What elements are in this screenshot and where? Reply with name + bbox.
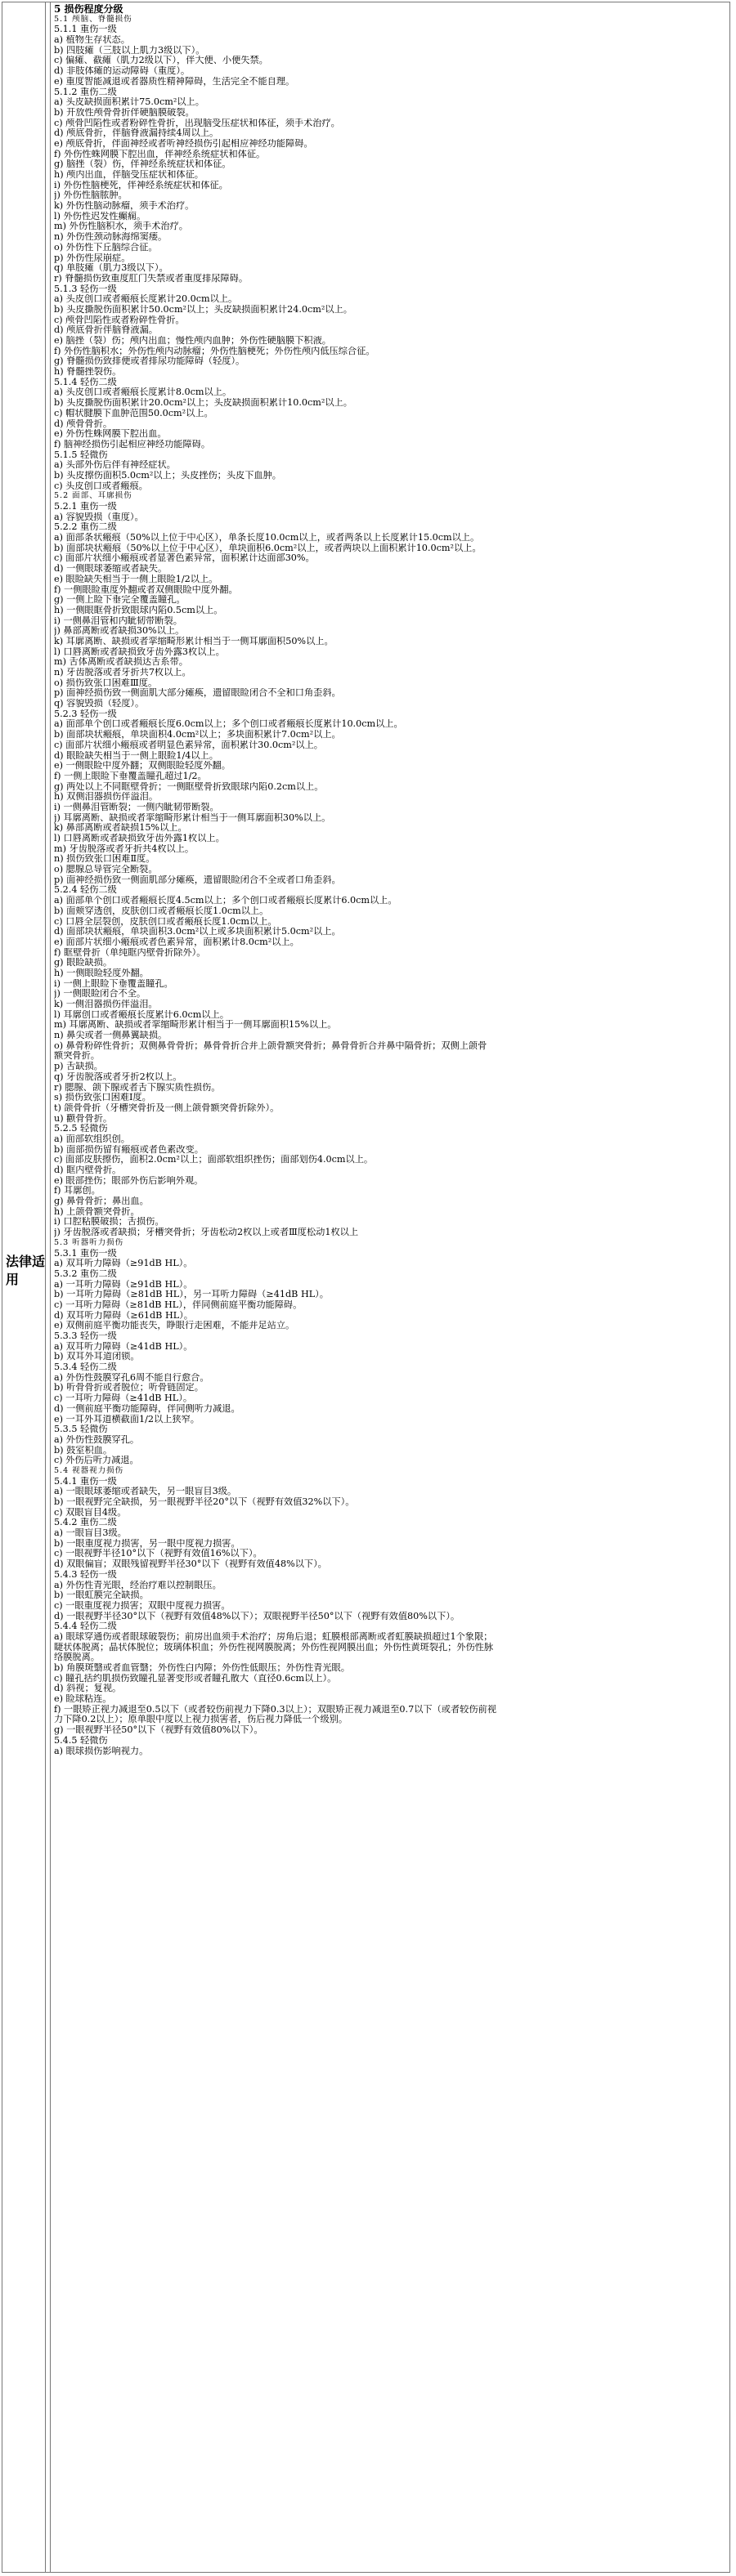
text-line: m) 舌体离断或者缺损达舌系带。 xyxy=(54,657,188,668)
text-line: i) 一侧上眼睑下垂覆盖瞳孔。 xyxy=(54,978,173,989)
text-line: a) 面部单个创口或者瘢痕长度6.0cm以上；多个创口或者瘢痕长度累计10.0cm以上。 xyxy=(54,719,403,730)
text-line: k) 外伤性脑动脉瘤，须手术治疗。 xyxy=(54,201,195,212)
text-line: b) 面部块状瘢痕（50%以上位于中心区），单块面积6.0cm²以上，或者两块以上面积累计10.0cm²以上。 xyxy=(54,543,482,553)
text-line: c) 面部皮肤擦伤，面积2.0cm²以上；面部软组织挫伤；面部划伤4.0cm以上。 xyxy=(54,1155,374,1165)
text-line: e) 眼睑缺失相当于一侧上眼睑1/2以上。 xyxy=(54,574,218,584)
text-line: 5.2.3 轻伤一级 xyxy=(54,709,117,719)
text-line: f) 一侧上眼睑下垂覆盖瞳孔超过1/2。 xyxy=(54,771,207,781)
text-line: d) 双眼偏盲；双眼残留视野半径30°以下（视野有效值48%以下）。 xyxy=(54,1559,327,1570)
text-line: g) 一侧上睑下垂完全覆盖瞳孔。 xyxy=(54,595,186,606)
text-line: 5.3.5 轻微伤 xyxy=(54,1424,108,1435)
text-line: d) 眶内壁骨折。 xyxy=(54,1165,122,1175)
text-line: j) 耳廓离断、缺损或者挛缩畸形累计相当于一侧耳廓面积30%以上。 xyxy=(54,812,331,823)
text-line: 睫状体脱离；晶状体脱位；玻璃体积血；外伤性视网膜脱离；外伤性视网膜出血；外伤性黄斑裂孔；外伤性脉 xyxy=(54,1642,494,1652)
text-line: a) 容貌毁损（重度）。 xyxy=(54,512,144,522)
section-title: 5 损伤程度分级 xyxy=(54,4,123,15)
text-line: p) 舌缺损。 xyxy=(54,1062,103,1072)
text-line: d) 斜视；复视。 xyxy=(54,1684,122,1694)
text-line: j) 一侧眼睑闭合不全。 xyxy=(54,989,146,1000)
text-line: i) 一侧鼻泪管断裂；一侧内眦韧带断裂。 xyxy=(54,802,219,812)
text-line: g) 脊髓损伤致排便或者排尿功能障碍（轻度）。 xyxy=(54,356,245,367)
text-line: 5.1.5 轻微伤 xyxy=(54,449,108,460)
section-heading: 5.3 听器听力损伤 xyxy=(54,1237,124,1247)
text-line: b) 双耳外耳道闭锁。 xyxy=(54,1352,140,1362)
text-line: c) 面部片状细小瘢痕或者明显色素异常，面积累计30.0cm²以上。 xyxy=(54,740,323,750)
text-line: a) 眼球穿通伤或者眼球破裂伤；前房出血须手术治疗；房角后退；虹膜根部离断或者虹膜缺损超过1个象限； xyxy=(54,1631,493,1642)
text-line: c) 颅骨凹陷性或者粉碎性骨折，出现脑受压症状和体征，须手术治疗。 xyxy=(54,118,340,128)
text-line: c) 一耳听力障碍（≥41dB HL）。 xyxy=(54,1393,193,1404)
text-line: q) 单肢瘫（肌力3级以下）。 xyxy=(54,263,168,274)
text-line: a) 植物生存状态。 xyxy=(54,35,130,46)
text-line: n) 鼻尖或者一侧鼻翼缺损。 xyxy=(54,1031,168,1041)
text-line: c) 帽状腱膜下血肿范围50.0cm²以上。 xyxy=(54,408,213,418)
text-line: a) 一眼眼球萎缩或者缺失，另一眼盲目3级。 xyxy=(54,1487,237,1497)
text-line: b) 一耳听力障碍（≥81dB HL），另一耳听力障碍（≥41dB HL）。 xyxy=(54,1290,329,1300)
text-line: 5.2.4 轻伤二级 xyxy=(54,885,117,896)
section-heading: 5.2 面部、耳廓损伤 xyxy=(54,491,132,501)
spacer-column xyxy=(46,2,51,2572)
text-line: a) 眼球损伤影响视力。 xyxy=(54,1746,149,1756)
text-line: h) 双侧泪器损伤伴溢泪。 xyxy=(54,792,159,803)
text-line: o) 鼻骨粉碎性骨折；双侧鼻骨骨折；鼻骨骨折合并上颌骨额突骨折；鼻骨骨折合并鼻中隔骨折；双侧上颌骨 xyxy=(54,1040,487,1051)
text-line: m) 耳廓离断、缺损或者挛缩畸形累计相当于一侧耳廓面积15%以上。 xyxy=(54,1020,337,1031)
text-line: f) 外伤性蛛网膜下腔出血，伴神经系统症状和体征。 xyxy=(54,149,266,159)
text-line: 5.1.3 轻伤一级 xyxy=(54,284,117,294)
text-line: c) 面部片状细小瘢痕或者显著色素异常，面积累计达面部30%。 xyxy=(54,553,315,564)
text-line: o) 损伤致张口困难Ⅲ度。 xyxy=(54,678,158,688)
text-line: b) 面部块状瘢痕，单块面积4.0cm²以上；多块面积累计7.0cm²以上。 xyxy=(54,730,341,740)
text-line: f) 眶壁骨折（单纯眶内壁骨折除外）。 xyxy=(54,947,206,958)
text-line: j) 牙齿脱落或者缺损；牙槽突骨折；牙齿松动2枚以上或者Ⅲ度松动1枚以上 xyxy=(54,1228,359,1238)
text-line: c) 一耳听力障碍（≥81dB HL），伴同侧前庭平衡功能障碍。 xyxy=(54,1299,303,1310)
text-line: n) 外伤性颈动脉海绵窦瘘。 xyxy=(54,232,168,243)
text-line: h) 脊髓挫裂伤。 xyxy=(54,367,122,378)
text-line: m) 外伤性脑积水，须手术治疗。 xyxy=(54,221,188,232)
text-line: 5.4.3 轻伤一级 xyxy=(54,1569,117,1580)
text-line: f) 脑神经损伤引起相应神经功能障碍。 xyxy=(54,439,211,449)
text-line: 5.1.1 重伤一级 xyxy=(54,25,117,35)
text-line: r) 腮腺、颌下腺或者舌下腺实质性损伤。 xyxy=(54,1082,221,1093)
section-heading: 5.1 颅脑、脊髓损伤 xyxy=(54,14,132,24)
text-line: e) 颅底骨折，伴面神经或者听神经损伤引起相应神经功能障碍。 xyxy=(54,138,313,149)
text-line: d) 双耳听力障碍（≥61dB HL）。 xyxy=(54,1310,193,1321)
text-line: 5.2.1 重伤一级 xyxy=(54,502,117,512)
text-line: 5.3.4 轻伤二级 xyxy=(54,1362,117,1373)
text-line: d) 颅骨骨折。 xyxy=(54,418,113,429)
text-line: a) 头皮缺损面积累计75.0cm²以上。 xyxy=(54,97,204,108)
text-line: a) 面部软组织创。 xyxy=(54,1134,130,1144)
text-line: l) 口唇离断或者缺损致牙齿外露3枚以上。 xyxy=(54,646,225,657)
text-line: g) 两处以上不同眶壁骨折；一侧眶壁骨折致眼球内陷0.2cm以上。 xyxy=(54,781,324,792)
text-line: b) 面颊穿透创，皮肤创口或者瘢痕长度1.0cm以上。 xyxy=(54,906,269,916)
text-line: i) 外伤性脑梗死，伴神经系统症状和体征。 xyxy=(54,180,228,190)
text-line: e) 睑球粘连。 xyxy=(54,1694,112,1705)
text-line: e) 重度智能减退或者器质性精神障碍，生活完全不能自理。 xyxy=(54,76,295,87)
text-line: a) 头皮创口或者瘢痕长度累计8.0cm以上。 xyxy=(54,387,232,398)
text-line: d) 非肢体瘫的运动障碍（重度）。 xyxy=(54,66,191,77)
text-line: d) 面部块状瘢痕，单块面积3.0cm²以上或多块面积累计5.0cm²以上。 xyxy=(54,927,341,937)
text-line: 5.4.2 重伤二级 xyxy=(54,1518,117,1528)
text-line: a) 头部外伤后伴有神经症状。 xyxy=(54,460,176,471)
text-line: h) 上颌骨额突骨折。 xyxy=(54,1206,140,1217)
text-line: p) 面神经损伤致一侧面肌部分瘫痪，遗留眼睑闭合不全或者口角歪斜。 xyxy=(54,874,341,885)
document-table xyxy=(2,2,730,2573)
text-line: g) 鼻骨骨折；鼻出血。 xyxy=(54,1196,149,1207)
text-line: d) 颅底骨折伴脑脊液漏。 xyxy=(54,325,158,336)
text-line: 5.3.1 重伤一级 xyxy=(54,1248,117,1259)
text-line: l) 外伤性迟发性癫痫。 xyxy=(54,211,146,221)
text-line: h) 颅内出血，伴脑受压症状和体征。 xyxy=(54,170,204,180)
content-cell xyxy=(54,4,726,1756)
text-line: 5.4.4 轻伤二级 xyxy=(54,1621,117,1632)
text-line: t) 颌骨骨折（牙槽突骨折及一侧上颌骨额突骨折除外）。 xyxy=(54,1102,280,1113)
text-line: c) 一眼重度视力损害；双眼中度视力损害。 xyxy=(54,1600,231,1611)
text-line: g) 一眼视野半径50°以下（视野有效值80%以下）。 xyxy=(54,1725,263,1736)
text-line: i) 口腔粘膜破损；舌损伤。 xyxy=(54,1217,164,1228)
text-line: 5.1.4 轻伤二级 xyxy=(54,377,117,387)
text-line: s) 损伤致张口困难Ⅰ度。 xyxy=(54,1093,151,1103)
text-line: b) 一眼重度视力损害，另一眼中度视力损害。 xyxy=(54,1538,240,1549)
text-line: d) 一眼视野半径30°以下（视野有效值48%以下）；双眼视野半径50°以下（视野有效值80%以下）。 xyxy=(54,1611,460,1621)
text-line: 5.4.1 重伤一级 xyxy=(54,1476,117,1487)
text-line: a) 双耳听力障碍（≥41dB HL）。 xyxy=(54,1341,193,1352)
text-line: b) 一眼虹膜完全缺损。 xyxy=(54,1590,149,1601)
text-line: r) 脊髓损伤致重度肛门失禁或者重度排尿障碍。 xyxy=(54,273,249,284)
text-line: d) 一侧眼球萎缩或者缺失。 xyxy=(54,564,168,575)
text-line: k) 一侧泪器损伤伴溢泪。 xyxy=(54,1000,158,1009)
text-line: b) 鼓室积血。 xyxy=(54,1445,113,1456)
text-line: b) 角膜斑翳或者血管翳；外伤性白内障；外伤性低眼压；外伤性青光眼。 xyxy=(54,1663,350,1673)
text-line: a) 外伤性青光眼，经治疗难以控制眼压。 xyxy=(54,1580,222,1590)
text-line: a) 外伤性鼓膜穿孔6周不能自行愈合。 xyxy=(54,1372,209,1383)
row-label: 法律适用 xyxy=(6,1254,46,1287)
text-line: n) 牙齿脱落或者牙折共7枚以上。 xyxy=(54,668,191,678)
text-line: e) 外伤性蛛网膜下腔出血。 xyxy=(54,429,167,440)
text-line: d) 一侧前庭平衡功能障碍，伴同侧听力减退。 xyxy=(54,1403,240,1414)
text-line: k) 鼻部离断或者缺损15%以上。 xyxy=(54,823,187,834)
text-line: q) 容貌毁损（轻度）。 xyxy=(54,699,145,709)
text-line: 5.4.5 轻微伤 xyxy=(54,1735,108,1746)
text-line: g) 脑挫（裂）伤，伴神经系统症状和体征。 xyxy=(54,159,231,170)
text-line: a) 一眼盲目3级。 xyxy=(54,1528,127,1539)
text-line: c) 一眼视野半径10°以下（视野有效值16%以下）。 xyxy=(54,1549,263,1559)
text-line: b) 听骨骨折或者脱位；听骨链固定。 xyxy=(54,1383,204,1393)
text-line: e) 一耳外耳道横截面1/2以上狭窄。 xyxy=(54,1414,200,1424)
text-line: h) 一侧眼睑轻度外翻。 xyxy=(54,968,149,978)
text-line: f) 耳廓创。 xyxy=(54,1186,101,1196)
text-line: e) 面部片状细小瘢痕或者色素异常，面积累计8.0cm²以上。 xyxy=(54,937,299,947)
text-line: a) 面部单个创口或者瘢痕长度4.5cm以上；多个创口或者瘢痕长度累计6.0cm以上。 xyxy=(54,896,397,906)
text-line: d) 颅底骨折，伴脑脊液漏持续4周以上。 xyxy=(54,128,219,139)
text-line: a) 头皮创口或者瘢痕长度累计20.0cm以上。 xyxy=(54,294,238,305)
text-line: k) 耳廓离断、缺损或者挛缩畸形累计相当于一侧耳廓面积50%以上。 xyxy=(54,636,334,646)
text-line: n) 损伤致张口困难Ⅱ度。 xyxy=(54,854,155,865)
text-line: e) 脑挫（裂）伤；颅内出血；慢性颅内血肿；外伤性硬脑膜下积液。 xyxy=(54,336,331,346)
text-line: c) 偏瘫、截瘫（肌力2级以下），伴大便、小便失禁。 xyxy=(54,56,268,66)
text-line: b) 一眼视野完全缺损，另一眼视野半径20°以下（视野有效值32%以下）。 xyxy=(54,1497,355,1507)
text-line: b) 开放性颅骨骨折伴硬脑膜破裂。 xyxy=(54,107,195,118)
text-line: c) 瞳孔括约肌损伤致瞳孔显著变形或者瞳孔散大（直径0.6cm以上）。 xyxy=(54,1673,337,1684)
section-heading: 5.4 视器视力损伤 xyxy=(54,1465,124,1475)
text-line: e) 一侧眼睑中度外翻；双侧眼睑轻度外翻。 xyxy=(54,761,231,771)
text-line: f) 一眼矫正视力减退至0.5以下（或者较伤前视力下降0.3以上）；双眼矫正视力减退至0.7以下（或者较伤前视 xyxy=(54,1704,496,1715)
text-line: 5.1.2 重伤二级 xyxy=(54,87,117,97)
text-line: i) 一侧鼻泪管和内眦韧带断裂。 xyxy=(54,615,182,626)
text-line: m) 牙齿脱落或者牙折共4枚以上。 xyxy=(54,843,195,854)
text-line: 5.3.3 轻伤一级 xyxy=(54,1331,117,1341)
text-line: o) 腮腺总导管完全断裂。 xyxy=(54,865,158,875)
label-column xyxy=(2,2,46,2572)
text-line: b) 头皮撕脱伤面积累计50.0cm²以上；头皮缺损面积累计24.0cm²以上。 xyxy=(54,304,352,315)
text-line: 络膜脱离。 xyxy=(54,1652,100,1663)
text-line: c) 头皮创口或者瘢痕。 xyxy=(54,481,148,491)
text-line: 5.2.2 重伤二级 xyxy=(54,522,117,533)
text-line: q) 牙齿脱落或者牙折2枚以上。 xyxy=(54,1071,182,1082)
text-line: f) 外伤性脑积水；外伤性颅内动脉瘤；外伤性脑梗死；外伤性颅内低压综合征。 xyxy=(54,346,375,356)
text-line: c) 双眼盲目4级。 xyxy=(54,1507,127,1518)
text-line: 力下降0.2以上）；原单眼中度以上视力损害者，伤后视力降低一个级别。 xyxy=(54,1715,348,1725)
text-line: p) 外伤性尿崩症。 xyxy=(54,253,131,263)
text-line: 5.3.2 重伤二级 xyxy=(54,1268,117,1279)
text-line: 5.2.5 轻微伤 xyxy=(54,1124,108,1134)
text-line: e) 眼部挫伤；眼部外伤后影响外观。 xyxy=(54,1175,204,1186)
text-line: c) 外伤后听力减退。 xyxy=(54,1456,139,1466)
text-line: b) 头皮撕脱伤面积累计20.0cm²以上；头皮缺损面积累计10.0cm²以上。 xyxy=(54,398,352,409)
text-line: g) 眼睑缺损。 xyxy=(54,958,113,968)
text-line: b) 头皮擦伤面积5.0cm²以上；头皮挫伤；头皮下血肿。 xyxy=(54,470,281,481)
text-line: h) 一侧眼眶骨折致眼球内陷0.5cm以上。 xyxy=(54,605,223,615)
text-line: e) 双侧前庭平衡功能丧失，睁眼行走困难，不能并足站立。 xyxy=(54,1321,295,1331)
text-line: a) 一耳听力障碍（≥91dB HL）。 xyxy=(54,1279,193,1290)
text-line: d) 眼睑缺失相当于一侧上眼睑1/4以上。 xyxy=(54,750,218,761)
text-line: j) 外伤性脑脓肿。 xyxy=(54,190,128,201)
text-line: a) 面部条状瘢痕（50%以上位于中心区），单条长度10.0cm以上，或者两条以上长度累计15.0cm以上。 xyxy=(54,533,480,543)
text-line: c) 颅骨凹陷性或者粉碎性骨折。 xyxy=(54,315,185,325)
text-line: p) 面神经损伤致一侧面肌大部分瘫痪，遗留眼睑闭合不全和口角歪斜。 xyxy=(54,688,341,699)
text-line: l) 口唇离断或者缺损致牙齿外露1枚以上。 xyxy=(54,834,225,843)
text-line: l) 耳廓创口或者瘢痕长度累计6.0cm以上。 xyxy=(54,1009,229,1020)
text-line: a) 外伤性鼓膜穿孔。 xyxy=(54,1434,140,1445)
text-line: u) 颧骨骨折。 xyxy=(54,1113,113,1124)
text-line: f) 一侧眼睑重度外翻或者双侧眼睑中度外翻。 xyxy=(54,584,238,595)
text-line: a) 双耳听力障碍（≥91dB HL）。 xyxy=(54,1259,193,1269)
text-line: b) 四肢瘫（三肢以上肌力3级以下）。 xyxy=(54,45,205,56)
text-line: j) 鼻部离断或者缺损30%以上。 xyxy=(54,626,185,637)
text-line: 额突骨折。 xyxy=(54,1051,100,1062)
text-line: o) 外伤性下丘脑综合征。 xyxy=(54,242,158,253)
text-line: b) 面部损伤留有瘢痕或者色素改变。 xyxy=(54,1144,204,1155)
text-line: c) 口唇全层裂创，皮肤创口或者瘢痕长度1.0cm以上。 xyxy=(54,916,277,927)
